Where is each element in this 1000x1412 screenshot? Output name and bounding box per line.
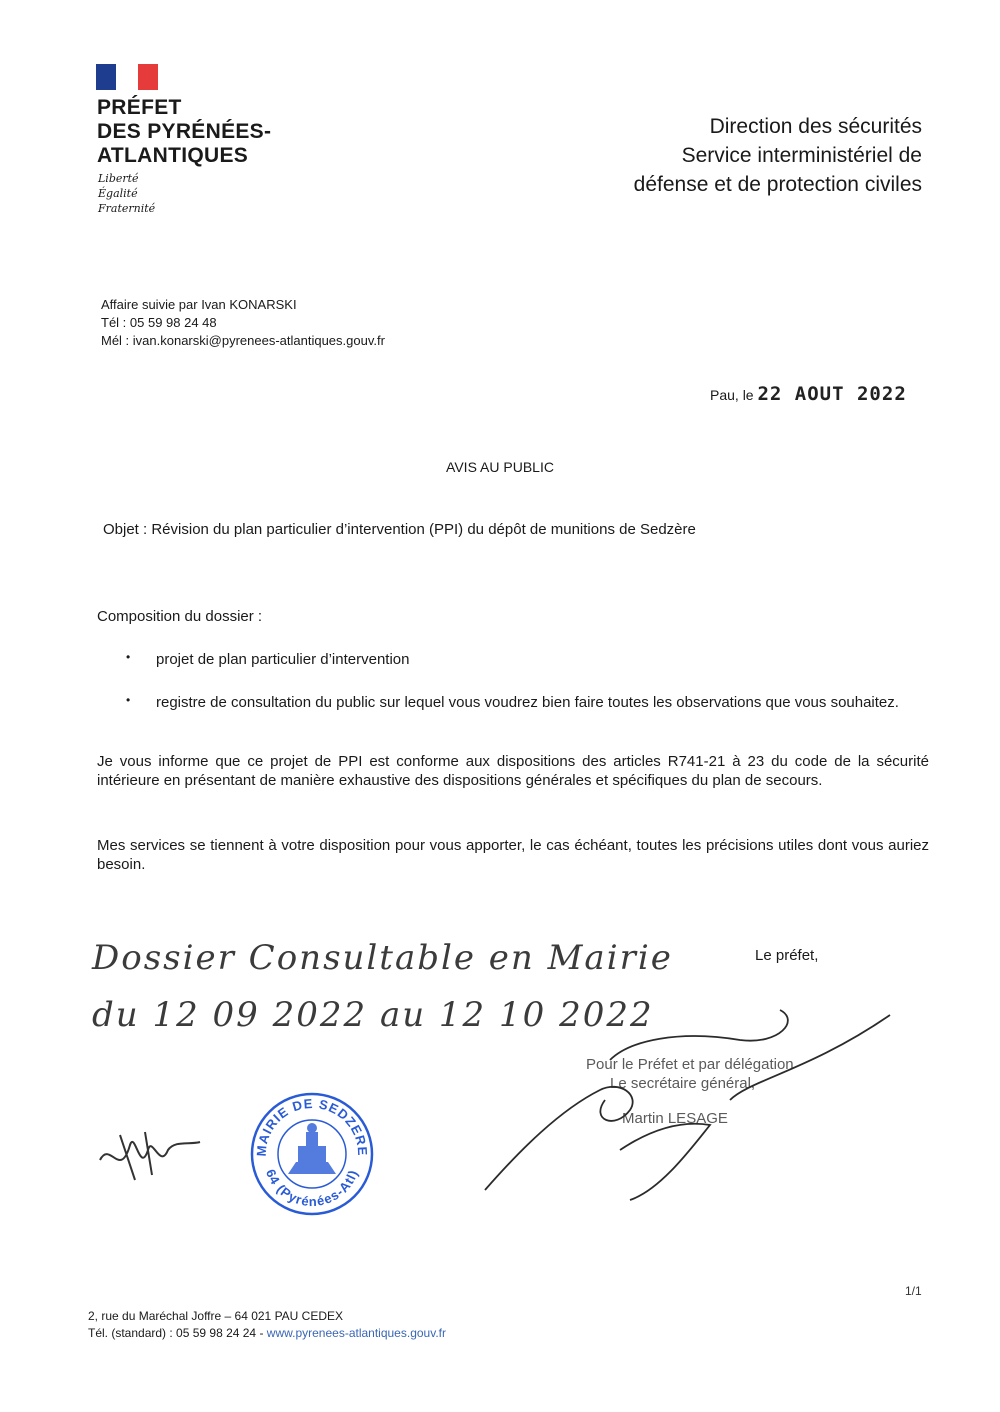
stamp-line: Le secrétaire général, [610,1075,756,1092]
mayor-signature-icon [90,1120,210,1190]
service-line: Service interministériel de [681,144,922,167]
contact-name: Affaire suivie par Ivan KONARSKI [101,297,297,312]
town-hall-seal [248,1088,376,1218]
motto-line: Fraternité [98,202,156,215]
footer-phone: Tél. (standard) : 05 59 98 24 24 - [88,1326,267,1340]
composition-label: Composition du dossier : [97,608,263,625]
prefecture-name [97,96,271,168]
bullet-icon: • [126,650,131,664]
service-line: Direction des sécurités [709,115,922,138]
contact-phone: Tél : 05 59 98 24 48 [101,315,217,330]
prefect-signature-icon [480,1000,900,1220]
seal-top-text: MAIRIE DE SEDZERE [253,1095,371,1157]
contact-block [101,296,385,350]
date-line [710,383,907,405]
seal-emblem-icon [288,1123,336,1174]
handwritten-note-line: du 12 09 2022 au 12 10 2022 [92,995,654,1035]
prefecture-line: ATLANTIQUES [97,144,249,167]
service-line: défense et de protection civiles [633,173,922,196]
motto-line: Liberté [98,172,139,185]
paragraph: Mes services se tiennent à votre disposition pour vous apporter, le cas échéant, toutes les précisions utiles dont vous auriez besoin. [97,837,929,873]
stamp-line: Pour le Préfet et par délégation [586,1056,794,1073]
page-number: 1/1 [905,1284,922,1298]
service-heading [634,112,922,199]
footer-contact [88,1325,446,1342]
paragraph: Je vous informe que ce projet de PPI est conforme aux dispositions des articles R741-21 à 23 du code de la sécurité intérieure en présentant de manière exhaustive des dispositions générales et spécifiques du plan de secours. [97,753,929,789]
list-item: projet de plan particulier d’intervention [156,651,410,668]
closing-line: Le préfet, [755,947,819,964]
website-link[interactable]: www.pyrenees-atlantiques.gouv.fr [266,1326,446,1340]
prefecture-line: DES PYRÉNÉES- [97,120,272,143]
date-prefix: Pau, le [710,387,754,403]
stamp-name: Martin LESAGE [622,1110,728,1127]
list-item: registre de consultation du public sur lequel vous voudrez bien faire toutes les observations que vous souhaitez. [156,694,899,711]
contact-email: Mél : ivan.konarski@pyrenees-atlantiques.gouv.fr [101,333,385,348]
date-stamp: 22 AOUT 2022 [757,383,907,405]
seal-bottom-text: 64 (Pyrénées-Atl) [262,1167,361,1210]
handwritten-note-line: Dossier Consultable en Mairie [92,938,673,978]
prefecture-line: PRÉFET [97,96,182,119]
marianne-flag-logo [96,64,158,90]
motto-line: Égalité [98,187,138,200]
footer [88,1308,446,1342]
bullet-icon: • [126,693,131,707]
document-object: Objet : Révision du plan particulier d’intervention (PPI) du dépôt de munitions de Sedzère [103,521,696,538]
footer-address: 2, rue du Maréchal Joffre – 64 021 PAU CEDEX [88,1309,344,1323]
document-title: AVIS AU PUBLIC [446,459,554,475]
republic-motto [98,171,155,216]
